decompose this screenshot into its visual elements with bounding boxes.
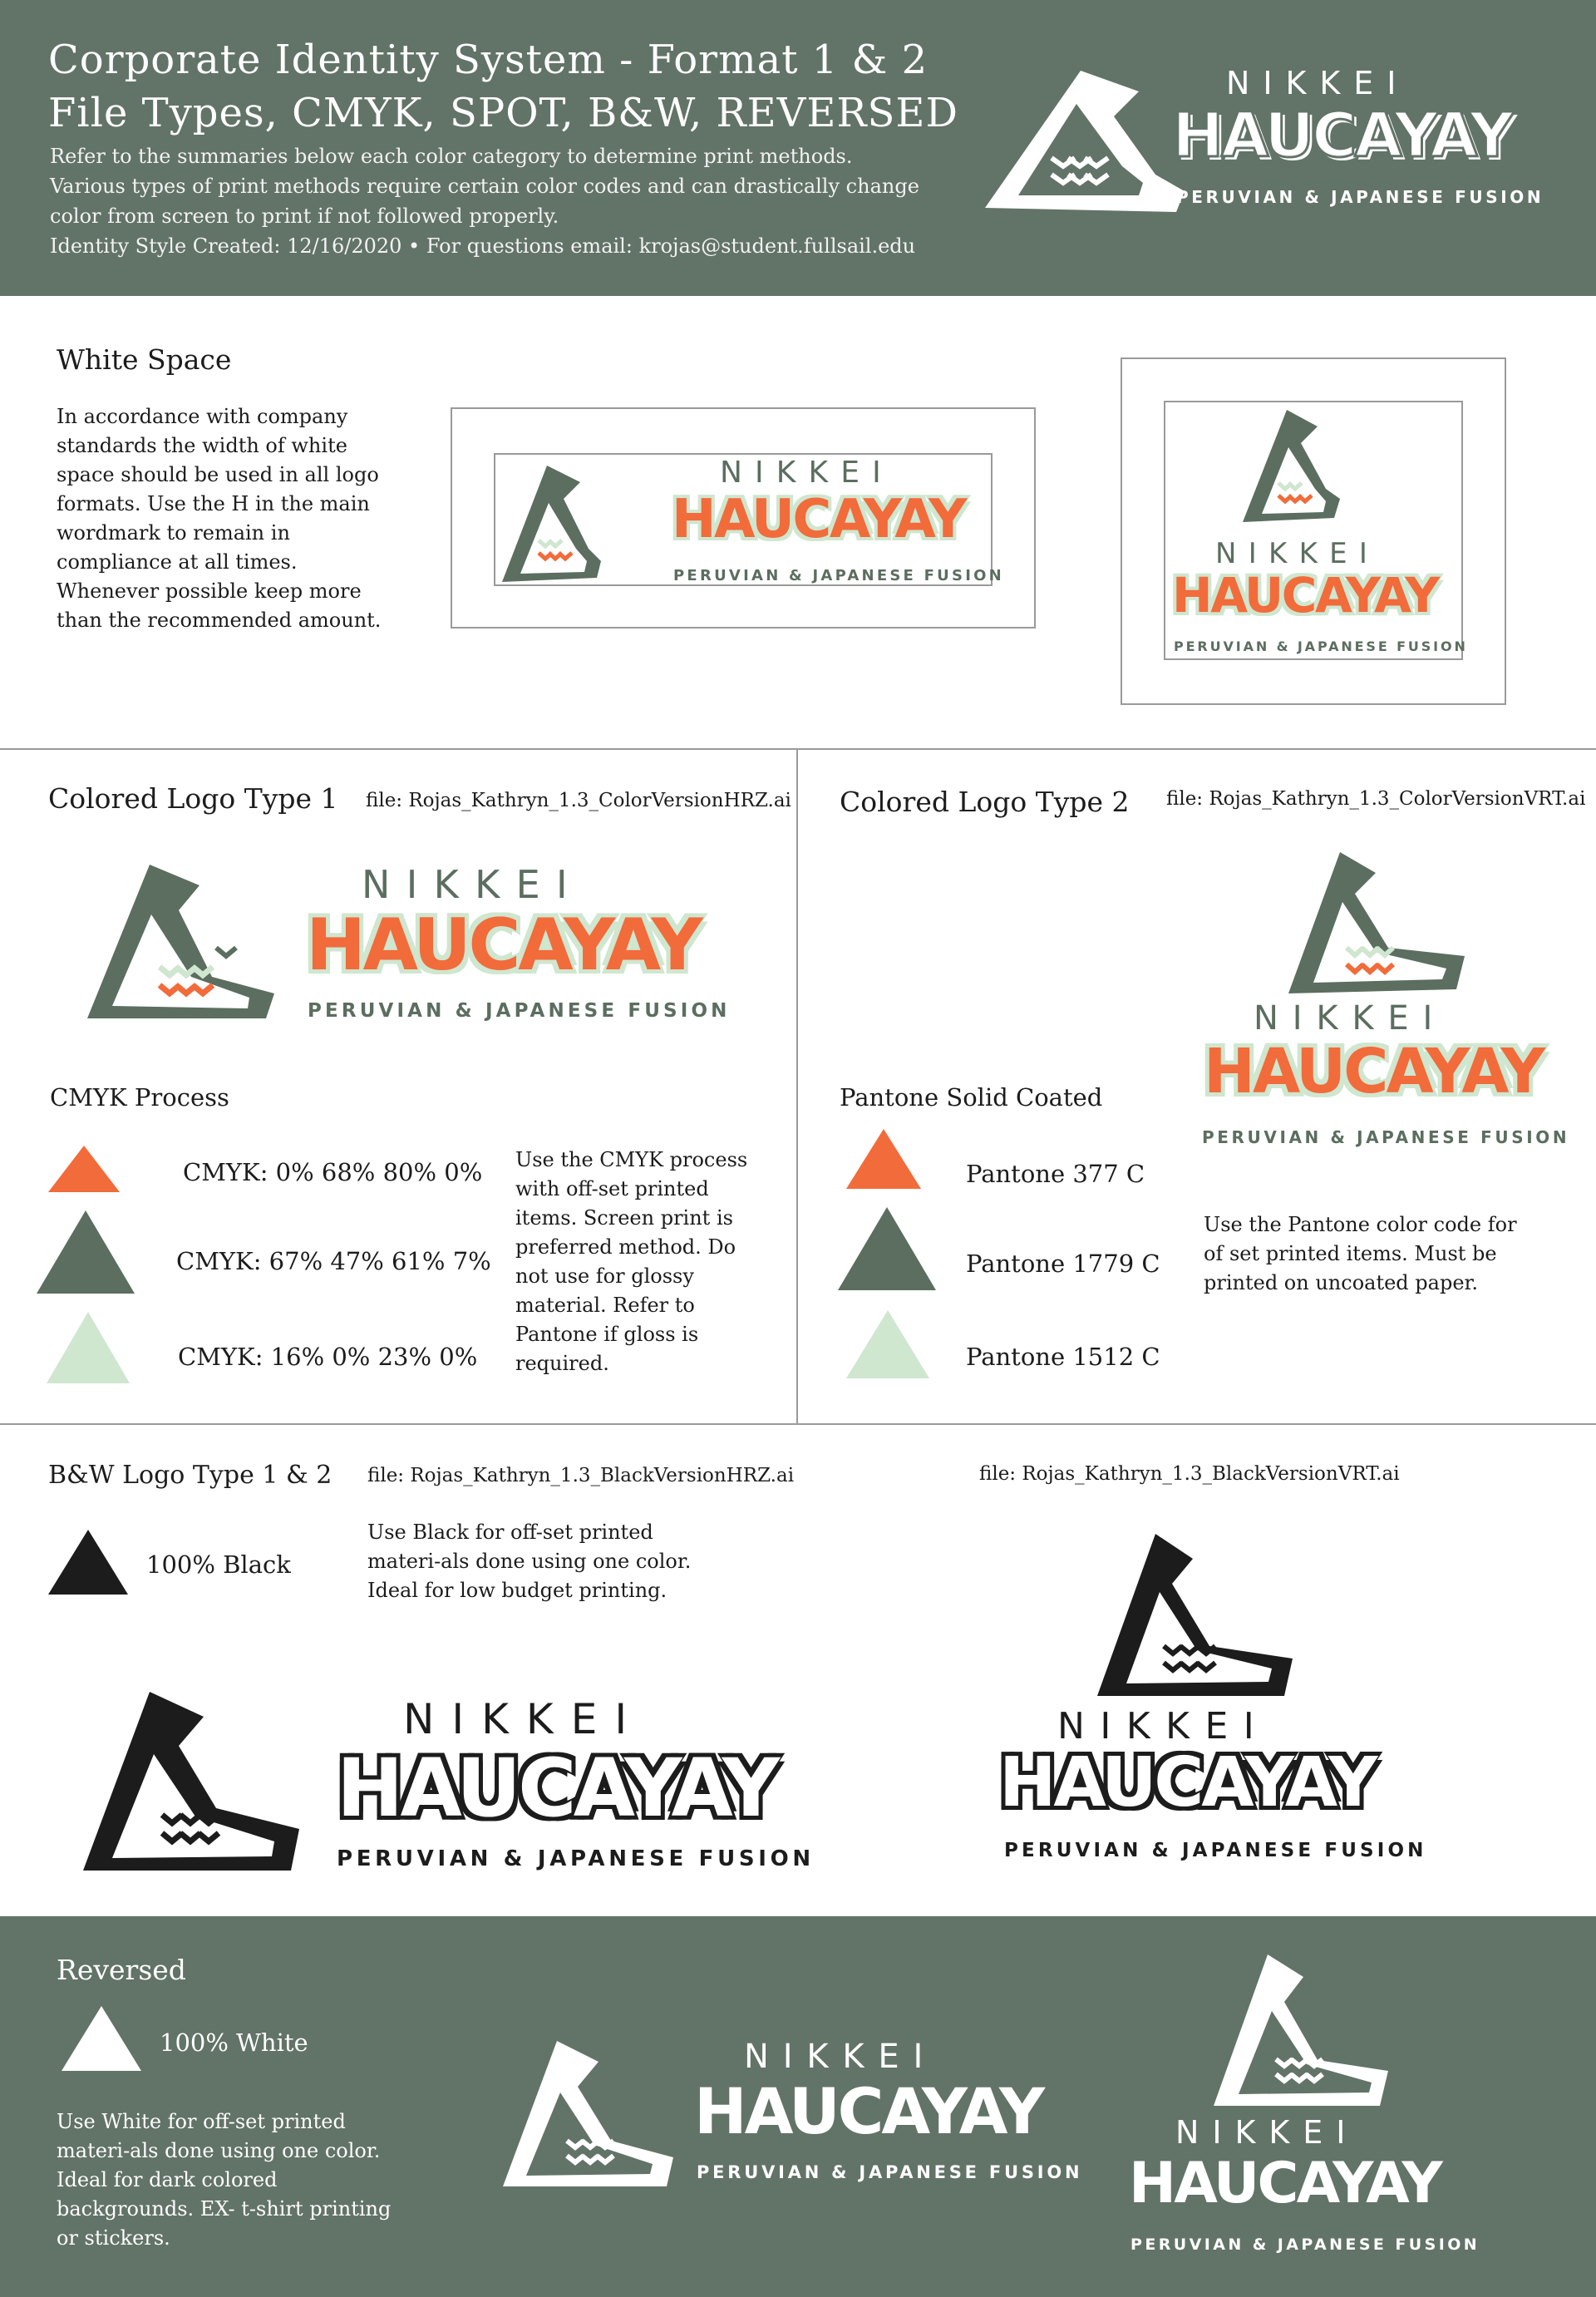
logo-colored-type1 bbox=[83, 852, 731, 1027]
cmyk-note: Use the CMYK process with off-set printed items. Screen print is preferred method. Do not use for glossy material. Refer to Pantone if gloss is required. bbox=[515, 1148, 748, 1375]
logo-bw-hrz bbox=[79, 1683, 815, 1883]
pantone-note: Use the Pantone color code for of set printed items. Must be printed on uncoated paper. bbox=[1204, 1213, 1517, 1294]
swatch-green-triangle bbox=[37, 1210, 135, 1294]
logo-hrz-whitespace bbox=[497, 449, 1004, 590]
pantone-mint-label: Pantone 1512 C bbox=[966, 1343, 1160, 1371]
logo-vrt-whitespace bbox=[1164, 397, 1468, 663]
page-title: Corporate Identity System - Format 1 & 2 bbox=[48, 37, 929, 83]
wordmark-tagline: PERUVIAN & JAPANESE FUSION bbox=[308, 1000, 731, 1022]
reversed-title: Reversed bbox=[57, 1954, 186, 1986]
reversed-section bbox=[0, 1916, 1596, 2297]
wordmark-name: HAUCAYAY bbox=[337, 1742, 777, 1835]
wordmark-name: HAUCAYAY bbox=[1172, 100, 1512, 171]
swatch-mint-triangle bbox=[47, 1312, 130, 1383]
section-divider bbox=[0, 748, 1596, 750]
white-space-title: White Space bbox=[57, 343, 232, 376]
column-divider bbox=[796, 748, 798, 1423]
colored2-file: file: Rojas_Kathryn_1.3_ColorVersionVRT.ai bbox=[1166, 788, 1586, 810]
bw-swatch-label: 100% Black bbox=[146, 1550, 291, 1579]
colored1-file: file: Rojas_Kathryn_1.3_ColorVersionHRZ.ai bbox=[366, 790, 791, 811]
logo-bw-vrt bbox=[989, 1526, 1427, 1875]
wordmark-name: HAUCAYAY bbox=[999, 1743, 1376, 1822]
swatch-mint-triangle bbox=[846, 1310, 929, 1378]
wordmark-tagline: PERUVIAN & JAPANESE FUSION bbox=[1176, 187, 1544, 207]
wordmark-nikkei: NIKKEI bbox=[1175, 2114, 1359, 2151]
header-created: Identity Style Created: 12/16/2020 • For questions email: krojas@student.fullsail.edu bbox=[50, 234, 916, 258]
wordmark-tagline: PERUVIAN & JAPANESE FUSION bbox=[1202, 1127, 1570, 1147]
wordmark-nikkei: NIKKEI bbox=[720, 456, 894, 490]
swatch-black-triangle bbox=[48, 1530, 128, 1595]
wordmark-tagline: PERUVIAN & JAPANESE FUSION bbox=[697, 2162, 1083, 2182]
swatch-green-triangle bbox=[838, 1207, 936, 1290]
wordmark-name: HAUCAYAY bbox=[1204, 1036, 1544, 1107]
logo-reversed-hrz bbox=[499, 2033, 1083, 2199]
section-divider bbox=[0, 1423, 1596, 1425]
white-space-body: In accordance with company standards the width of white space should be used in all logo formats. Use the H in the main wordmark to remain in compliance at all times. Whenever possible keep more than the recommended amount. bbox=[57, 405, 382, 632]
mountain-icon bbox=[989, 1526, 1388, 1875]
wordmark-nikkei: NIKKEI bbox=[1226, 65, 1410, 101]
wordmark-nikkei: NIKKEI bbox=[1057, 1705, 1270, 1747]
bw-file-vrt: file: Rojas_Kathryn_1.3_BlackVersionVRT.ai bbox=[979, 1463, 1400, 1485]
pantone-title: Pantone Solid Coated bbox=[840, 1083, 1103, 1112]
reversed-note: Use White for off-set printed materi-als done using one color. Ideal for dark colored backgrounds. EX- t-shirt printing or stickers. bbox=[57, 2110, 392, 2250]
bw-note: Use Black for off-set printed materi-als done using one color. Ideal for low budget printing. bbox=[367, 1521, 692, 1602]
colored2-title: Colored Logo Type 2 bbox=[840, 786, 1130, 818]
mountain-icon bbox=[1164, 397, 1463, 663]
swatch-white-triangle bbox=[62, 2006, 141, 2071]
wordmark-tagline: PERUVIAN & JAPANESE FUSION bbox=[1130, 2235, 1480, 2254]
pantone-orange-label: Pantone 377 C bbox=[966, 1160, 1145, 1188]
wordmark-nikkei: NIKKEI bbox=[1215, 537, 1380, 570]
wordmark-tagline: PERUVIAN & JAPANESE FUSION bbox=[337, 1846, 815, 1871]
mountain-icon bbox=[1189, 840, 1546, 1156]
header-desc-1: Refer to the summaries below each color category to determine print methods. bbox=[50, 145, 853, 168]
wordmark-name: HAUCAYAY bbox=[1172, 567, 1438, 624]
logo-reversed-vrt bbox=[1122, 1948, 1480, 2272]
logo-colored-type2 bbox=[1189, 840, 1570, 1156]
swatch-orange-triangle bbox=[846, 1129, 921, 1189]
wordmark-tagline: PERUVIAN & JAPANESE FUSION bbox=[1004, 1840, 1427, 1861]
wordmark-nikkei: NIKKEI bbox=[1254, 999, 1447, 1038]
wordmark-name: HAUCAYAY bbox=[694, 2074, 1043, 2148]
cmyk-green-label: CMYK: 67% 47% 61% 7% bbox=[176, 1247, 491, 1275]
header-banner bbox=[0, 0, 1596, 296]
wordmark-name: HAUCAYAY bbox=[1129, 2151, 1441, 2216]
bw-title: B&W Logo Type 1 & 2 bbox=[48, 1461, 332, 1490]
header-desc-3: color from screen to print if not followed properly. bbox=[50, 205, 559, 228]
swatch-orange-triangle bbox=[48, 1146, 120, 1192]
header-desc-2: Various types of print methods require certain color codes and can drastically change bbox=[50, 175, 919, 198]
cmyk-orange-label: CMYK: 0% 68% 80% 0% bbox=[183, 1158, 483, 1186]
mountain-icon bbox=[1122, 1948, 1455, 2272]
pantone-green-label: Pantone 1779 C bbox=[966, 1250, 1160, 1278]
header-logo bbox=[977, 58, 1544, 224]
colored1-title: Colored Logo Type 1 bbox=[48, 782, 338, 815]
bw-file-hrz: file: Rojas_Kathryn_1.3_BlackVersionHRZ.ai bbox=[367, 1465, 795, 1486]
cmyk-process-title: CMYK Process bbox=[50, 1083, 229, 1112]
cmyk-mint-label: CMYK: 16% 0% 23% 0% bbox=[178, 1343, 478, 1371]
wordmark-nikkei: NIKKEI bbox=[362, 862, 584, 907]
wordmark-name: HAUCAYAY bbox=[306, 904, 701, 987]
wordmark-tagline: PERUVIAN & JAPANESE FUSION bbox=[1174, 638, 1468, 654]
wordmark-nikkei: NIKKEI bbox=[403, 1695, 645, 1743]
reversed-swatch-label: 100% White bbox=[160, 2028, 308, 2057]
wordmark-tagline: PERUVIAN & JAPANESE FUSION bbox=[673, 567, 1004, 584]
wordmark-nikkei: NIKKEI bbox=[744, 2038, 938, 2076]
page-subtitle: File Types, CMYK, SPOT, B&W, REVERSED bbox=[48, 90, 958, 136]
wordmark-name: HAUCAYAY bbox=[672, 489, 965, 550]
